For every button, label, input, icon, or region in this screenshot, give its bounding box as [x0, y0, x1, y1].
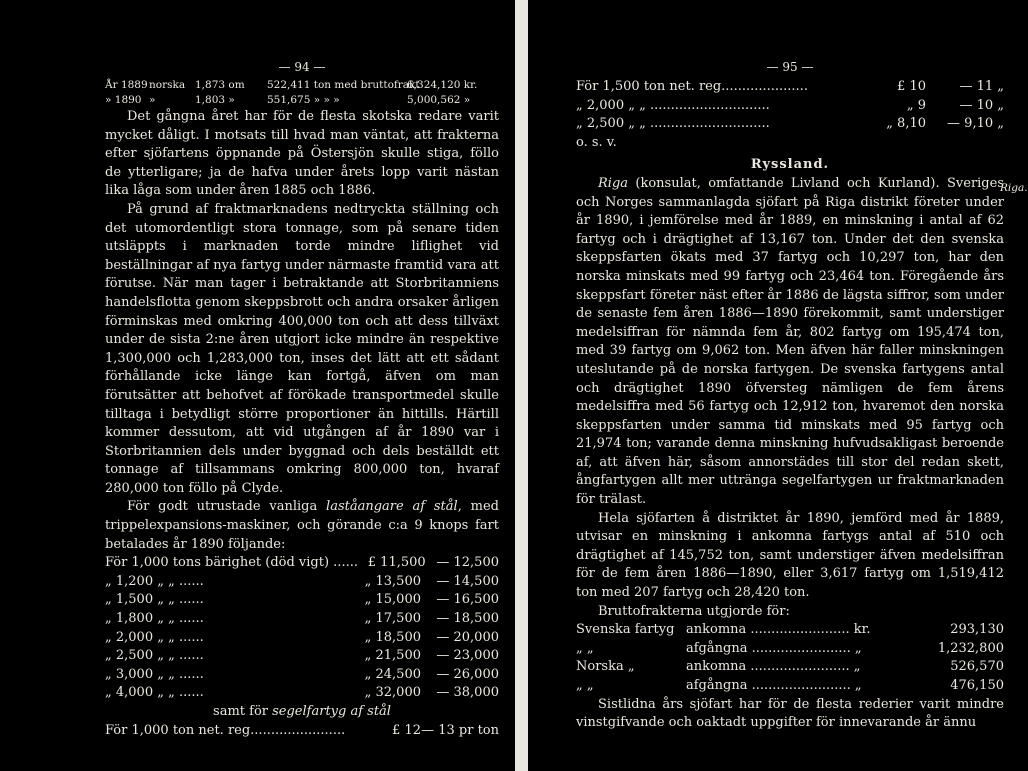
paragraph: Riga (konsulat, omfattande Livland och Kurland). Sveriges och Norges sammanlagda sjöfart på Riga distrikt företer under år 1890, i jemförelse med år 1889, en minskning i antal af 62 fartyg och i drägtighet af 13,167 ton. Under det den svenska skeppsfarten ökats med 37 fartyg och 10,297 ton, har den norska minskats med 99 fartyg och 23,464 ton. Föregående års skeppsfart företer näst efter år 1886 de lägsta siffror, som under de senaste fem åren 1886—1890 förekommit, samt understiger medelsiffran för nämnda fem år, 802 fartyg om 195,474 ton, med 39 fartyg om 9,062 ton. Men äfven här faller minskningen uteslutande på de norska fartygen. De svenska fartygens antal och drägtighet 1890 öfversteg nämligen de fem årens medelsiffra med 56 fartyg och 12,912 ton, hvaremot den norska skeppsfarten under samma tid minskats med 95 fartyg och 21,974 ton; varande denna minskning hufvudsakligast beroende af, att äfven här, såsom annorstädes till stor del redan skett, ångfartygen allt mer uttränga segelfartygen ur fraktmarknaden för trälast. — [576, 175, 1004, 508]
table-row: År 1889norska 1,873 om 522,411 ton med bruttofrakt6,324,120 kr. — [105, 79, 478, 91]
table-row: „ 2,000 „ „ ............................. „ 9 — 10 „ — [576, 97, 1004, 113]
table-row: „ 1,500 „ „ ...... „ 15,000 — 16,500 — [105, 592, 499, 608]
register-table — [576, 78, 1004, 134]
margin-note: Riga. — [1000, 182, 1028, 194]
table-row: » 1890 » 1,803 » 551,675 » » » 5,000,562 » — [105, 94, 471, 106]
subheading: samt för segelfartyg af stål — [213, 704, 391, 719]
freight-table — [576, 621, 1004, 695]
table-row: För 1,000 ton net. reg....................... £ 12 — 13 pr ton — [105, 722, 499, 738]
section-heading: Ryssland. — [750, 157, 830, 173]
abbreviation: o. s. v. — [576, 134, 617, 150]
table-row: „ 2,500 „ „ ............................. „ 8,10 — 9,10 „ — [576, 116, 1004, 132]
paragraph: Det gångna året har för de flesta skotska redare varit mycket dåligt. I motsats till hvad man väntat, att frakterna efter sjöfartens öppnande på Östersjön skulle stiga, föllo de ytterligare; ja de hafva under årets lopp varit nästan lika låga som under åren 1885 och 1886. — [105, 109, 499, 199]
table-row: „ 3,000 „ „ ...... „ 24,500 — 26,000 — [105, 666, 499, 682]
paragraph: Sistlidna års sjöfart har för de flesta rederier varit mindre vinstgifvande och oaktadt uppgifter för innevarande år ännu — [576, 696, 1004, 731]
table-row: „ „ afgångna ........................ „ 1,232,800 — [576, 640, 1004, 656]
table-row: „ 1,800 „ „ ...... „ 17,500 — 18,500 — [105, 611, 499, 627]
price-table — [105, 554, 499, 703]
paragraph: För godt utrustade vanliga laståangare af stål, med trippelexpansions-maskiner, och görande c:a 9 knops fart betalades år 1890 följande: — [105, 499, 499, 552]
table-row: För 1,000 tons bärighet (död vigt) ...... £ 11,500 — 12,500 — [105, 555, 499, 571]
table-row: För 1,500 ton net. reg..................... £ 10 — 11 „ — [576, 79, 1004, 94]
paragraph: Bruttofrakterna utgjorde för: — [598, 603, 790, 619]
paragraph: På grund af fraktmarknadens nedtryckta ställning och det utomordentligt stora tonnage, som på senare tiden utsläppts i marknaden torde mindre liflighet vid beställningar af nya fartyg under närmaste framtid vara att förutse. När man tager i betraktande att Storbritanniens handelsflotta genom skeppsbrott och andra orsaker årligen förminskas med omkring 400,000 ton och att dess tillväxt under de sista 2:ne åren utgjort icke mindre än respektive 1,300,000 och 1,283,000 ton, inses det lätt att ett sådant förhållande icke länge kan fortgå, äfven om man förutsätter att behofvet af förökade transportmedel skulle tilltaga i betydligt större proportioner än hittills. Härtill kommer dessutom, att vid utgången af år 1890 var i Storbritannien dels under byggnad och dels beställdt ett tonnage af tillsammans omkring 800,000 ton, hvaraf 280,000 ton föllo på Clyde. — [105, 201, 499, 496]
page-number: — 94 — — [278, 60, 326, 74]
right-page — [528, 0, 1024, 771]
table-row: „ „ afgångna ........................ „ 476,150 — [576, 678, 1004, 693]
table-row: „ 1,200 „ „ ...... „ 13,500 — 14,500 — [105, 573, 499, 589]
table-row: „ 2,500 „ „ ...... „ 21,500 — 23,000 — [105, 648, 499, 664]
book-gutter — [515, 0, 528, 771]
page-number: — 95 — — [766, 60, 814, 74]
table-row: „ 4,000 „ „ ...... „ 32,000 — 38,000 — [105, 685, 499, 701]
table-row: „ 2,000 „ „ ...... „ 18,500 — 20,000 — [105, 629, 499, 645]
table-row: Norska „ ankomna ........................ „ 526,570 — [576, 659, 1004, 675]
paragraph: Hela sjöfarten å distriktet år 1890, jemförd med år 1889, utvisar en minskning i ankomna fartygs antal af 510 och drägtighet af 145,752 ton, samt understiger äfven medelsiffran för de fem åren 1886—1890, eller 3,617 fartyg om 1,519,412 ton med 207 fartyg och 28,420 ton. — [576, 510, 1004, 601]
table-row: Svenska fartyg ankomna ........................ kr. 293,130 — [576, 622, 1004, 638]
